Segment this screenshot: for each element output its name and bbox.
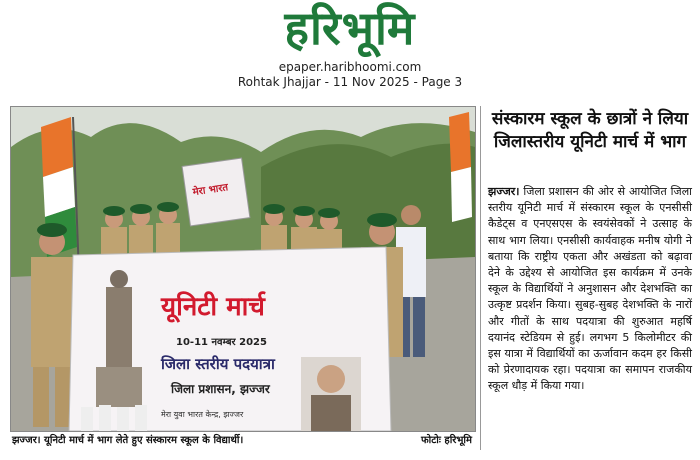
news-photo xyxy=(10,106,476,432)
banner-date: 10-11 नवम्बर 2025 xyxy=(176,337,267,348)
news-clipping xyxy=(10,104,694,452)
banner-title: यूनिटी मार्च xyxy=(161,292,265,322)
newspaper-logo: हरिभूमि xyxy=(284,1,416,55)
banner-footer: मेरा युवा भारत केन्द्र, झज्जर xyxy=(161,410,244,419)
masthead xyxy=(0,0,700,92)
article-dateline: झज्जर। xyxy=(488,185,520,198)
small-sign-text: मेरा भारत xyxy=(192,182,229,199)
epaper-url[interactable]: epaper.haribhoomi.com xyxy=(278,60,422,74)
column-divider xyxy=(480,106,481,450)
unity-march-banner xyxy=(69,247,391,431)
banner-subtitle: जिला स्तरीय पदयात्रा xyxy=(161,355,275,373)
edition-info: Rohtak Jhajjar - 11 Nov 2025 - Page 3 xyxy=(237,75,463,89)
article-body xyxy=(488,184,692,395)
photo-caption xyxy=(12,434,472,448)
photo-credit: फोटोः हरिभूमि xyxy=(420,435,472,446)
banner-org: जिला प्रशासन, झज्जर xyxy=(171,382,270,396)
article-headline: संस्कारम स्कूल के छात्रों ने लिया जिलास्तरीय यूनिटी मार्च में भाग xyxy=(491,109,689,152)
article-body-text: जिला प्रशासन की ओर से आयोजित जिला स्तरीय यूनिटी मार्च में संस्कारम स्कूल के एनसीसी कैडेट्स व एनएसएस के स्वयंसेवकों ने उत्साह के साथ भाग लिया। एनसीसी कार्यवाहक मनीष योगी ने बताया कि राष्ट्रीय एकता और अखंडता को बढ़ावा देने के उद्देश्य से आयोजित इस कार्यक्रम में उनके स्कूल के विद्यार्थियों ने अनुशासन और देशभक्ति का उत्कृष्ट प्रदर्शन किया। सुबह-सुबह देशभक्ति के नारों और गीतों के साथ पदयात्रा की शुरुआत महर्षि दयानंद स्टेडियम से हुई। लगभग 5 किलोमीटर की इस यात्रा में विद्यार्थियों का ऊर्जावान कदम हर किसी को प्रेरणादायक रहा। पदयात्रा का समापन राजकीय स्कूल धौड़ में किया गया। xyxy=(488,185,692,393)
caption-text: झज्जर। यूनिटी मार्च में भाग लेते हुए संस्कारम स्कूल के विद्यार्थी। xyxy=(12,435,244,446)
unity-march-photo xyxy=(11,107,475,431)
